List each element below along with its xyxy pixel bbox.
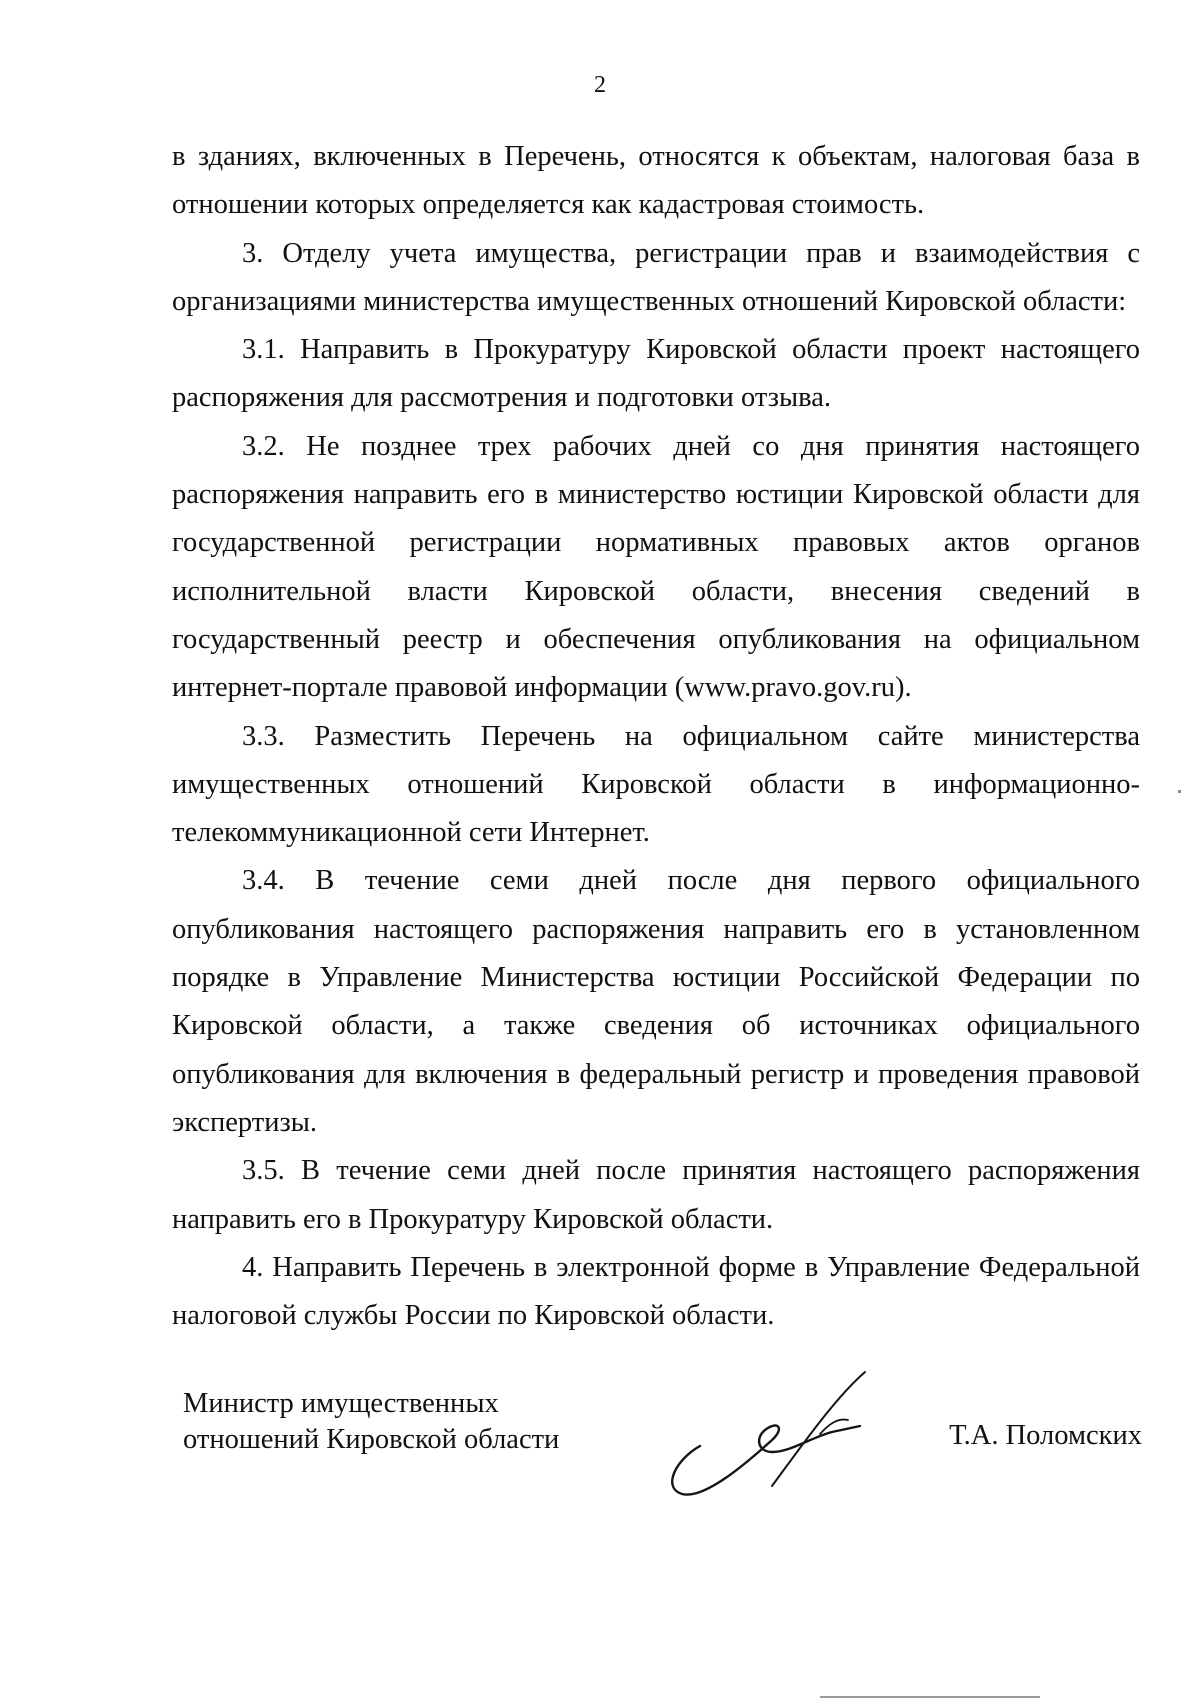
signatory-position-line-2: отношений Кировской области [183,1424,560,1455]
signatory-position-line-1: Министр имущественных [183,1388,499,1419]
scan-artifact [1178,790,1181,793]
paragraph-continuation: в зданиях, включенных в Перечень, относятся к объектам, налоговая база в отношении которых определяется как кадастровая стоимость. [172,141,1140,221]
page-number: 2 [594,72,606,98]
paragraph-item-4: 4. Направить Перечень в электронной форме в Управление Федеральной налоговой службы России по Кировской области. [172,1251,1140,1332]
paragraph-item-3: 3. Отделу учета имущества, регистрации прав и взаимодействия с организациями министерства имущественных отношений Кировской области: [172,237,1140,317]
document-body [172,133,1140,1340]
scan-artifact [820,1696,1040,1698]
paragraph-item-3-5: 3.5. В течение семи дней после принятия настоящего распоряжения направить его в Прокуратуру Кировской области. [172,1155,1140,1235]
paragraph-item-3-3: 3.3. Разместить Перечень на официальном сайте министерства имущественных отношений Кировской области в информационно-телекоммуникационной сети Интернет. [172,720,1140,849]
handwritten-signature [660,1368,910,1498]
signatory-name: Т.А. Поломских [949,1420,1142,1451]
paragraph-item-3-2: 3.2. Не позднее трех рабочих дней со дня принятия настоящего распоряжения направить его в министерство юстиции Кировской области для государственной регистрации нормативных правовых актов органов исполнительной власти Кировской области, внесения сведений в государственный реестр и обеспечения опубликования на официальном интернет-портале правовой информации (www.pravo.gov.ru). [172,430,1140,704]
paragraph-item-3-1: 3.1. Направить в Прокуратуру Кировской области проект настоящего распоряжения для рассмотрения и подготовки отзыва. [172,334,1140,414]
signatory-position [183,1386,559,1458]
paragraph-item-3-4: 3.4. В течение семи дней после дня первого официального опубликования настоящего распоряжения направить его в установленном порядке в Управление Министерства юстиции Российской Федерации по Кировской области, а также сведения об источниках официального опубликования для включения в федеральный регистр и проведения правовой экспертизы. [172,865,1140,1138]
